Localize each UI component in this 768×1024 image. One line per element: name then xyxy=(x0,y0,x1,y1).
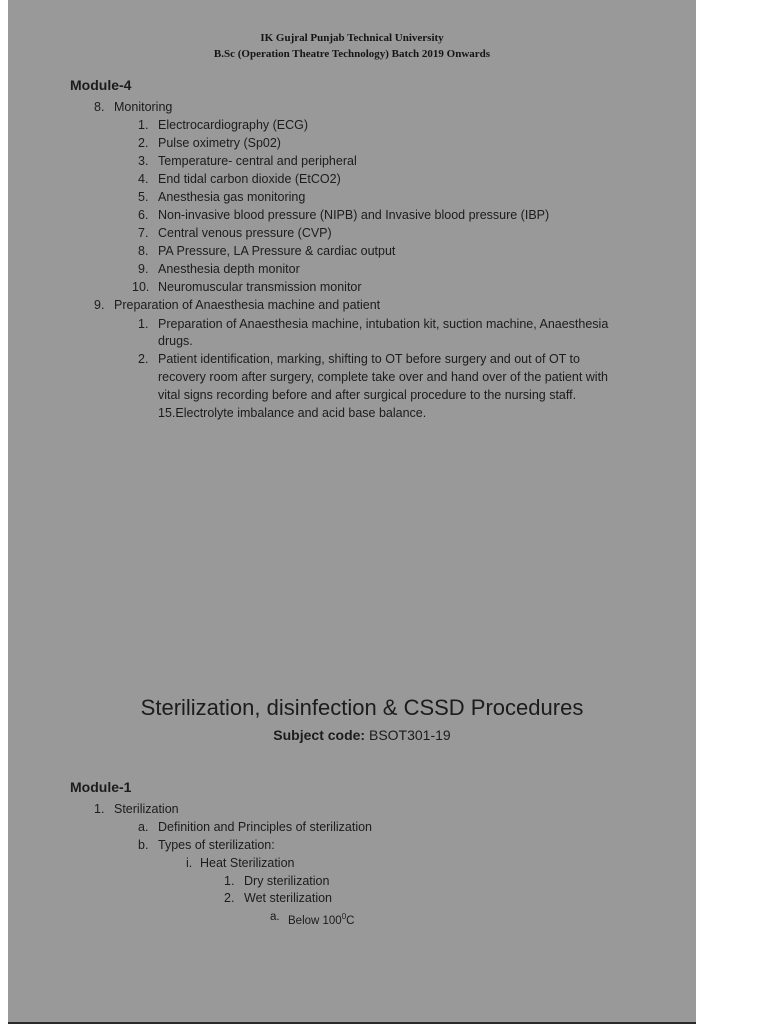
list-number: 3. xyxy=(138,154,149,168)
list-number: 1. xyxy=(138,317,149,331)
list-item: Types of sterilization: xyxy=(158,838,275,852)
temperature-unit: C xyxy=(346,914,355,927)
document-page xyxy=(8,0,696,1024)
list-letter: b. xyxy=(138,838,149,852)
list-number: 7. xyxy=(138,226,149,240)
list-roman: i. xyxy=(186,856,193,870)
list-number: 2. xyxy=(224,891,235,905)
course-batch: B.Sc (Operation Theatre Technology) Batch 2019 Onwards xyxy=(213,48,491,60)
list-number: 6. xyxy=(138,208,149,222)
list-item-line: Patient identification, marking, shifting to OT before surgery and out of OT to xyxy=(158,352,580,366)
list-item-line: Preparation of Anaesthesia machine, intubation kit, suction machine, Anaesthesia xyxy=(158,317,609,331)
list-number: 10. xyxy=(132,280,150,294)
list-item: Neuromuscular transmission monitor xyxy=(158,280,362,294)
list-number: 2. xyxy=(138,352,149,366)
university-name: IK Gujral Punjab Technical University xyxy=(260,32,444,44)
list-number: 8. xyxy=(138,244,149,258)
list-item xyxy=(288,909,354,929)
list-number: 4. xyxy=(138,172,149,186)
list-item: Definition and Principles of sterilization xyxy=(158,820,372,834)
list-number: 9. xyxy=(138,262,149,276)
list-item: Electrocardiography (ECG) xyxy=(158,118,309,132)
list-number: 1. xyxy=(138,118,149,132)
list-item: End tidal carbon dioxide (EtCO2) xyxy=(158,172,341,186)
subject-title: Sterilization, disinfection & CSSD Procedures xyxy=(140,695,584,720)
list-number: 8. xyxy=(94,100,105,114)
list-item-line: recovery room after surgery, complete take over and hand over of the patient with xyxy=(158,370,608,384)
list-item: PA Pressure, LA Pressure & cardiac output xyxy=(158,244,396,258)
list-item: Anesthesia gas monitoring xyxy=(158,190,306,204)
temperature-superscript: 0 xyxy=(341,912,347,921)
module-4-heading: Module-4 xyxy=(70,77,132,93)
subject-code-label: Subject code: xyxy=(273,727,366,743)
list-item-line: drugs. xyxy=(158,334,193,348)
list-item: Non-invasive blood pressure (NIPB) and Invasive blood pressure (IBP) xyxy=(158,208,550,222)
list-number: 1. xyxy=(224,874,235,888)
list-item: Wet sterilization xyxy=(244,891,332,905)
list-item-line: vital signs recording before and after surgical procedure to the nursing staff. xyxy=(158,388,577,402)
monitoring-heading: Monitoring xyxy=(114,100,173,114)
subject-code xyxy=(8,727,716,743)
list-number: 1. xyxy=(94,802,105,816)
list-letter: a. xyxy=(270,911,280,923)
subject-code-value: BSOT301-19 xyxy=(368,727,451,743)
list-item-line: 15.Electrolyte imbalance and acid base balance. xyxy=(158,406,427,420)
list-item: Central venous pressure (CVP) xyxy=(158,226,332,240)
list-number: 9. xyxy=(94,298,105,312)
list-letter: a. xyxy=(138,820,149,834)
temperature-text: Below 100 xyxy=(288,914,342,927)
preparation-heading: Preparation of Anaesthesia machine and patient xyxy=(114,298,381,312)
list-number: 5. xyxy=(138,190,149,204)
list-item: Anesthesia depth monitor xyxy=(158,262,300,276)
list-item: Pulse oximetry (Sp02) xyxy=(158,136,281,150)
list-item: Dry sterilization xyxy=(244,874,330,888)
list-item: Temperature- central and peripheral xyxy=(158,154,357,168)
list-item: Heat Sterilization xyxy=(200,856,295,870)
module-1-heading: Module-1 xyxy=(70,779,132,795)
list-number: 2. xyxy=(138,136,149,150)
sterilization-heading: Sterilization xyxy=(114,802,179,816)
